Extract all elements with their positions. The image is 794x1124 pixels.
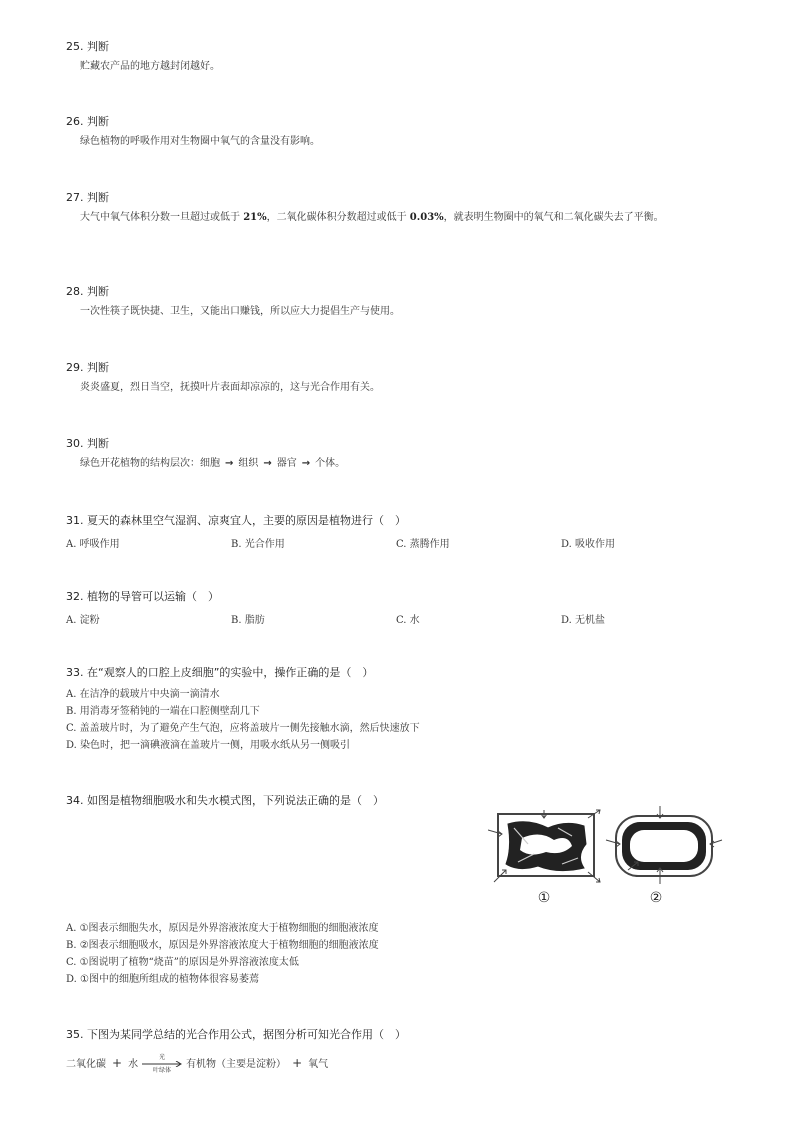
question-25 bbox=[66, 40, 726, 75]
question-header: 27. 判断 bbox=[66, 191, 109, 204]
options-list bbox=[66, 686, 726, 754]
question-header: 26. 判断 bbox=[66, 115, 109, 128]
photosynthesis-formula bbox=[66, 1050, 726, 1074]
arrow-right-icon bbox=[142, 1061, 182, 1067]
condition-chloroplast: 叶绿体 bbox=[153, 1067, 172, 1074]
oxygen-value: 21% bbox=[243, 212, 267, 223]
cell-2-turgid bbox=[606, 806, 722, 884]
question-header: 34. 如图是植物细胞吸水和失水模式图，下列说法正确的是（ ） bbox=[66, 794, 384, 807]
option-b[interactable]: B. 光合作用 bbox=[231, 539, 285, 550]
options-row bbox=[66, 614, 726, 628]
question-header: 33. 在“观察人的口腔上皮细胞”的实验中，操作正确的是（ ） bbox=[66, 666, 374, 679]
question-body: 绿色植物的呼吸作用对生物圈中氧气的含量没有影响。 bbox=[80, 136, 320, 147]
option-a[interactable]: A. 淀粉 bbox=[66, 615, 100, 626]
structure-step: 个体。 bbox=[315, 458, 346, 469]
question-32 bbox=[66, 590, 726, 628]
question-body: 一次性筷子既快捷、卫生，又能出口赚钱，所以应大力提倡生产与使用。 bbox=[80, 306, 400, 317]
option-b[interactable]: B. 脂肪 bbox=[231, 615, 265, 626]
question-31 bbox=[66, 514, 726, 552]
condition-light: 光 bbox=[159, 1054, 166, 1061]
product-oxygen: 氧气 bbox=[308, 1059, 329, 1070]
question-header: 32. 植物的导管可以运输（ ） bbox=[66, 590, 219, 603]
question-26 bbox=[66, 115, 726, 150]
structure-step: 组织 bbox=[238, 458, 259, 469]
option-c[interactable]: C. 盖盖玻片时，为了避免产生气泡，应将盖玻片一侧先接触水滴，然后快速放下 bbox=[66, 723, 420, 734]
question-body bbox=[66, 455, 726, 472]
body-text: ，就表明生物圈中的氧气和二氧化碳失去了平衡。 bbox=[443, 212, 664, 223]
arrow-right-icon: → bbox=[225, 458, 234, 469]
option-d[interactable]: D. 无机盐 bbox=[561, 615, 606, 626]
question-35 bbox=[66, 1028, 726, 1074]
plant-cell-figure bbox=[488, 804, 728, 908]
body-text: 绿色开花植物的结构层次：细胞 bbox=[80, 458, 220, 469]
option-a[interactable]: A. 呼吸作用 bbox=[66, 539, 120, 550]
plus-sign: + bbox=[292, 1056, 303, 1070]
question-header: 29. 判断 bbox=[66, 361, 109, 374]
figure-label-1: ① bbox=[537, 890, 551, 906]
reactant-co2: 二氧化碳 bbox=[66, 1059, 106, 1070]
question-28 bbox=[66, 285, 726, 320]
reaction-arrow bbox=[142, 1054, 182, 1074]
co2-value: 0.03% bbox=[409, 212, 444, 223]
question-30 bbox=[66, 437, 726, 472]
option-b[interactable]: B. 用消毒牙签稍钝的一端在口腔侧壁刮几下 bbox=[66, 706, 260, 717]
question-29 bbox=[66, 361, 726, 396]
option-a[interactable]: A. ①图表示细胞失水，原因是外界溶液浓度大于植物细胞的细胞液浓度 bbox=[66, 923, 379, 934]
options-row bbox=[66, 538, 726, 552]
question-body: 贮藏农产品的地方越封闭越好。 bbox=[80, 61, 220, 72]
option-d[interactable]: D. 吸收作用 bbox=[561, 539, 616, 550]
arrow-right-icon: → bbox=[301, 458, 311, 469]
option-d[interactable]: D. ①图中的细胞所组成的植物体很容易萎蔫 bbox=[66, 974, 259, 985]
question-header: 30. 判断 bbox=[66, 437, 109, 450]
question-header: 35. 下图为某同学总结的光合作用公式，据图分析可知光合作用（ ） bbox=[66, 1028, 406, 1041]
question-33 bbox=[66, 666, 726, 754]
question-header: 28. 判断 bbox=[66, 285, 109, 298]
option-d[interactable]: D. 染色时，把一滴碘液滴在盖玻片一侧，用吸水纸从另一侧吸引 bbox=[66, 740, 351, 751]
figure-label-2: ② bbox=[649, 890, 663, 906]
body-text: ，二氧化碳体积分数超过或低于 bbox=[266, 212, 407, 223]
product-organic: 有机物（主要是淀粉） bbox=[186, 1059, 287, 1070]
cell-1-plasmolysis bbox=[488, 810, 600, 882]
question-body: 炎炎盛夏，烈日当空，抚摸叶片表面却凉凉的，这与光合作用有关。 bbox=[80, 382, 380, 393]
question-header: 31. 夏天的森林里空气湿润、凉爽宜人，主要的原因是植物进行（ ） bbox=[66, 514, 406, 527]
question-body bbox=[66, 209, 726, 226]
reactant-water: 水 bbox=[128, 1059, 139, 1070]
options-list bbox=[66, 920, 726, 988]
cell-diagram bbox=[488, 804, 728, 908]
plus-sign: + bbox=[112, 1056, 123, 1070]
structure-step: 器官 bbox=[276, 458, 297, 469]
option-b[interactable]: B. ②图表示细胞吸水，原因是外界溶液浓度大于植物细胞的细胞液浓度 bbox=[66, 940, 379, 951]
body-text: 大气中氧气体积分数一旦超过或低于 bbox=[80, 212, 240, 223]
option-c[interactable]: C. ①图说明了植物“烧苗”的原因是外界溶液浓度太低 bbox=[66, 957, 299, 968]
arrow-right-icon: → bbox=[263, 458, 272, 469]
option-c[interactable]: C. 水 bbox=[396, 615, 420, 626]
option-c[interactable]: C. 蒸腾作用 bbox=[396, 539, 450, 550]
question-header: 25. 判断 bbox=[66, 40, 109, 53]
question-27 bbox=[66, 191, 726, 226]
option-a[interactable]: A. 在洁净的载玻片中央滴一滴清水 bbox=[66, 689, 220, 700]
